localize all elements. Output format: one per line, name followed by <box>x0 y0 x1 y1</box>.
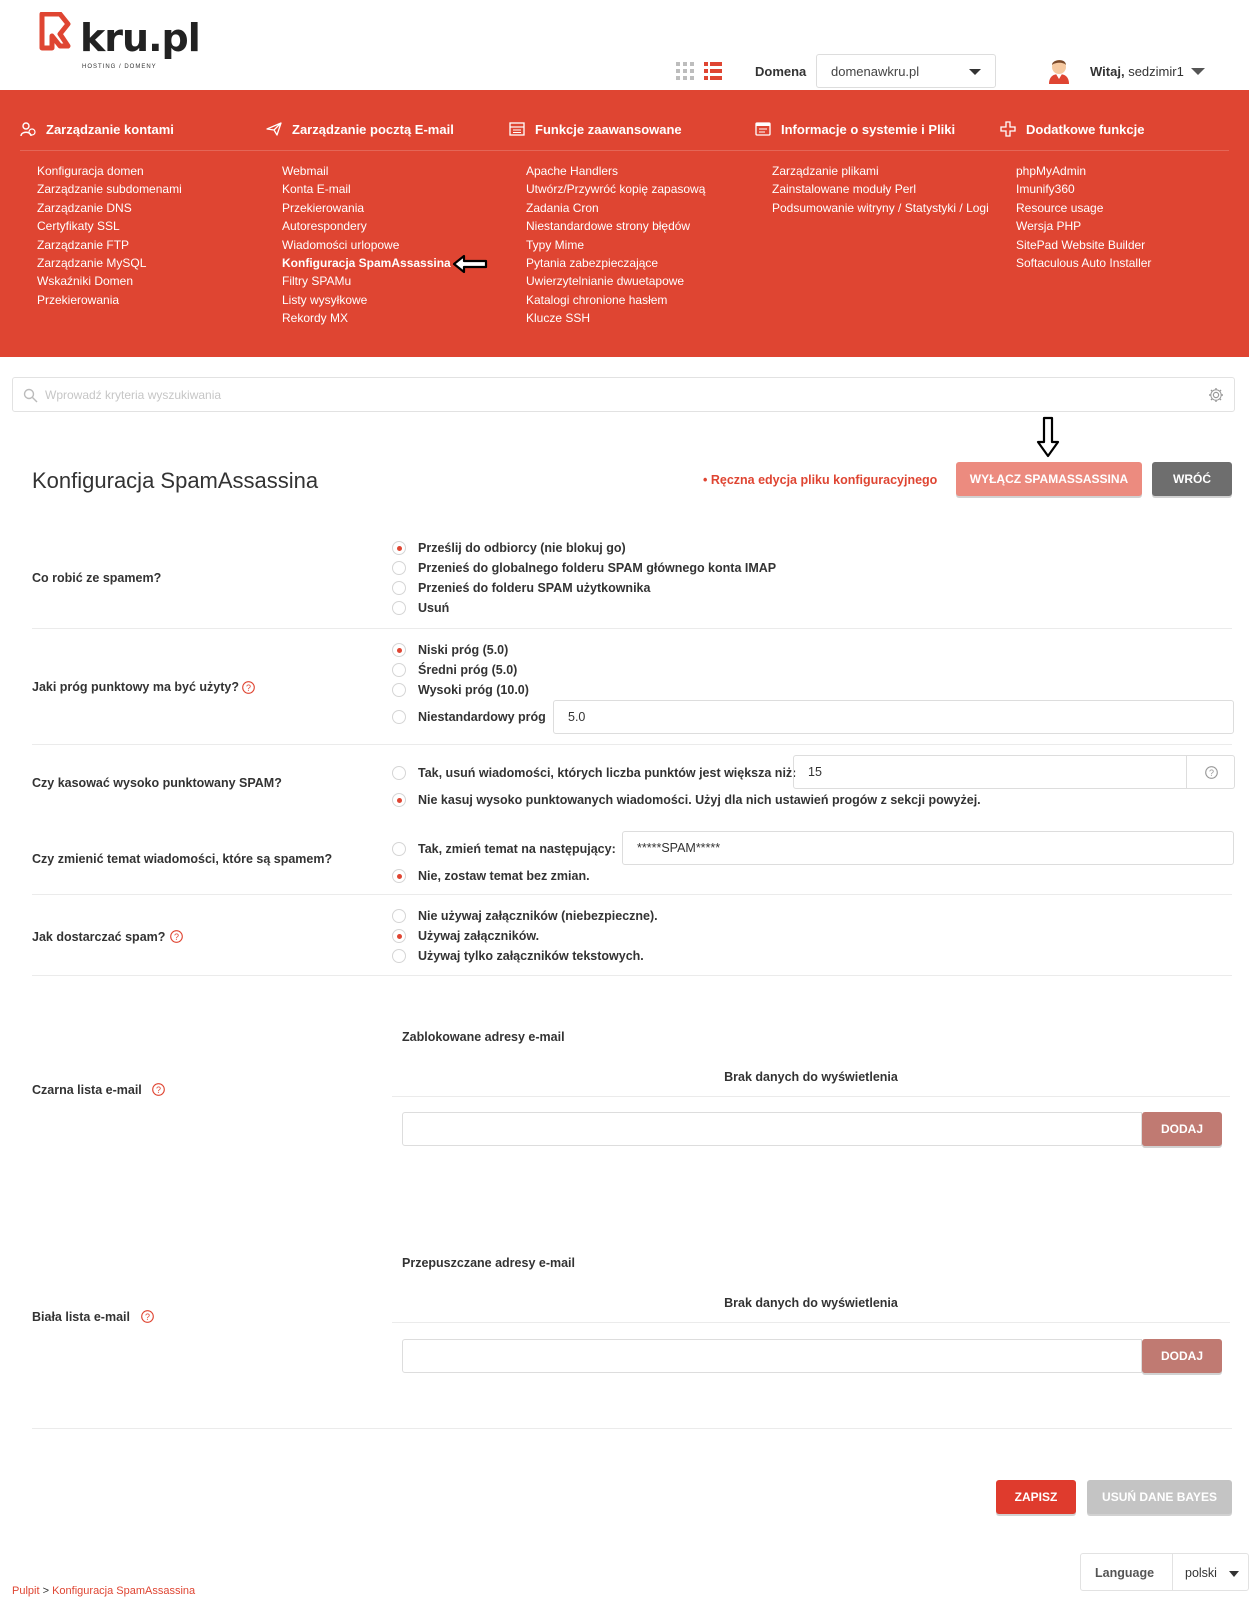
subject-tag-input[interactable]: *****SPAM***** <box>622 831 1234 865</box>
section-divider <box>32 975 1232 976</box>
blacklist-empty-message: Brak danych do wyświetlenia <box>724 1070 898 1084</box>
back-button[interactable]: WRÓĆ <box>1152 462 1232 496</box>
menu-item-przekierowania[interactable]: Przekierowania <box>37 292 120 307</box>
language-divider <box>1172 1554 1173 1590</box>
section-divider <box>32 628 1232 629</box>
whitelist-empty-message: Brak danych do wyświetlenia <box>724 1296 898 1310</box>
custom-threshold-input[interactable]: 5.0 <box>553 700 1234 734</box>
menu-item-konfiguracja-domen[interactable]: Konfiguracja domen <box>37 164 144 178</box>
menu-item-ftp[interactable]: Zarządzanie FTP <box>37 237 130 252</box>
subject-label: Czy zmienić temat wiadomości, które są spamem? <box>32 852 333 866</box>
avatar[interactable] <box>1046 56 1072 84</box>
breadcrumb-separator: > <box>42 1585 50 1597</box>
menu-item-filtry-spamu[interactable]: Filtry SPAMu <box>282 274 352 289</box>
blacklist-title: Zablokowane adresy e-mail <box>402 1030 565 1044</box>
menu-item-mysql[interactable]: Zarządzanie MySQL <box>37 255 147 270</box>
blacklist-label: Czarna lista e-mail <box>32 1083 142 1097</box>
list-divider <box>392 1322 1230 1323</box>
domain-select-value: domenawkru.pl <box>831 64 920 79</box>
users-icon <box>20 121 36 137</box>
radio-selected[interactable] <box>392 869 406 883</box>
menu-item-katalogi-chronione[interactable]: Katalogi chronione hasłem <box>526 292 668 307</box>
whitelist-add-button[interactable]: DODAJ <box>1142 1339 1222 1373</box>
threshold-label: Jaki próg punktowy ma być użyty? <box>32 680 239 694</box>
whitelist-title: Przepuszczane adresy e-mail <box>402 1256 575 1270</box>
manual-config-edit-link[interactable]: • Ręczna edycja pliku konfiguracyjnego <box>703 473 938 487</box>
high-score-value-input[interactable]: 15 <box>793 755 1187 789</box>
help-icon[interactable] <box>141 1310 154 1323</box>
help-icon[interactable] <box>170 930 183 943</box>
menu-item-imunify360[interactable]: Imunify360 <box>1016 182 1075 197</box>
menu-item-pytania-zabezpieczajace[interactable]: Pytania zabezpieczające <box>526 255 659 270</box>
menu-item-resource-usage[interactable]: Resource usage <box>1016 200 1104 215</box>
help-icon[interactable] <box>242 681 255 694</box>
welcome-prefix: Witaj, <box>1090 64 1125 79</box>
search-icon <box>23 388 38 403</box>
chevron-down-icon <box>969 69 981 75</box>
arrow-down-icon <box>1036 416 1060 458</box>
radio[interactable] <box>392 949 406 963</box>
spam-action-label: Co robić ze spamem? <box>32 571 162 585</box>
system-info-icon <box>755 121 771 137</box>
paper-plane-icon <box>266 121 282 137</box>
radio-selected[interactable] <box>392 541 406 555</box>
menu-item-wskazniki[interactable]: Wskaźniki Domen <box>37 274 134 289</box>
menu-item-softaculous[interactable]: Softaculous Auto Installer <box>1016 255 1152 270</box>
brand-tagline: HOSTING / DOMENY <box>82 64 157 70</box>
radio[interactable] <box>392 766 406 780</box>
menu-item-listy-wysylkowe[interactable]: Listy wysyłkowe <box>282 292 368 307</box>
radio[interactable] <box>392 683 406 697</box>
menu-item-podsumowanie-witryny[interactable]: Podsumowanie witryny / Statystyki / Logi <box>772 200 989 215</box>
menu-list-email <box>282 162 451 328</box>
menu-item-dns[interactable]: Zarządzanie DNS <box>37 200 132 215</box>
page-title: Konfiguracja SpamAssassina <box>32 468 319 493</box>
language-selector[interactable] <box>1080 1553 1249 1591</box>
menu-item-moduly-perl[interactable]: Zainstalowane moduły Perl <box>772 182 917 197</box>
save-button[interactable]: ZAPISZ <box>996 1480 1076 1514</box>
menu-list-extras <box>1016 162 1151 272</box>
delivery-label: Jak dostarczać spam? <box>32 930 166 944</box>
arrow-left-icon <box>452 254 488 274</box>
svg-text:?: ? <box>1208 768 1215 778</box>
menu-item-spamassassin[interactable]: Konfiguracja SpamAssassina <box>282 255 451 270</box>
clear-bayes-button[interactable]: USUŃ DANE BAYES <box>1087 1480 1232 1514</box>
menu-item-wersja-php[interactable]: Wersja PHP <box>1016 219 1082 234</box>
radio[interactable] <box>392 842 406 856</box>
whitelist-label: Biała lista e-mail <box>32 1310 130 1324</box>
high-score-help-addon <box>1187 755 1235 789</box>
section-divider <box>32 1428 1232 1429</box>
svg-text:?: ? <box>245 683 252 693</box>
search-bar[interactable] <box>12 377 1235 412</box>
svg-text:?: ? <box>173 932 180 942</box>
brand-name: kru.pl <box>80 16 200 60</box>
svg-text:?: ? <box>155 1085 162 1095</box>
menu-item-zadania-cron[interactable]: Zadania Cron <box>526 200 599 215</box>
blacklist-add-button[interactable]: DODAJ <box>1142 1112 1222 1146</box>
gear-icon[interactable] <box>1208 387 1224 403</box>
breadcrumb <box>12 1585 195 1597</box>
menu-item-konta-email[interactable]: Konta E-mail <box>282 182 351 197</box>
menu-list-advanced <box>526 162 705 328</box>
menu-list-accounts <box>37 162 182 309</box>
radio[interactable] <box>392 909 406 923</box>
blacklist-email-input[interactable] <box>402 1112 1142 1146</box>
radio[interactable] <box>392 561 406 575</box>
brand-logo[interactable] <box>38 10 200 75</box>
menu-item-apache-handlers[interactable]: Apache Handlers <box>526 164 619 178</box>
advanced-icon <box>509 121 525 137</box>
menu-item-wiadomosci-urlopowe[interactable]: Wiadomości urlopowe <box>282 237 400 252</box>
grid-view-icon[interactable] <box>676 62 694 80</box>
menu-item-subdomeny[interactable]: Zarządzanie subdomenami <box>37 182 182 197</box>
username: sedzimir1 <box>1128 64 1184 79</box>
menu-divider <box>20 150 1229 151</box>
disable-spamassassin-button[interactable]: WYŁĄCZ SPAMASSASSINA <box>956 462 1142 496</box>
breadcrumb-current[interactable]: Konfiguracja SpamAssassina <box>52 1585 196 1597</box>
menu-item-zarzadzanie-plikami[interactable]: Zarządzanie plikami <box>772 164 879 178</box>
radio[interactable] <box>392 710 406 724</box>
menu-item-strony-bledow[interactable]: Niestandardowe strony błędów <box>526 219 691 234</box>
logo-mark-icon <box>38 12 78 52</box>
plus-icon <box>1000 121 1016 137</box>
language-value: polski <box>1185 1566 1217 1580</box>
welcome-text[interactable] <box>1090 64 1184 79</box>
menu-item-klucze-ssh[interactable]: Klucze SSH <box>526 311 591 326</box>
search-input[interactable] <box>45 384 1185 406</box>
language-label: Language <box>1095 1566 1155 1580</box>
list-view-icon[interactable] <box>704 62 722 80</box>
radio[interactable] <box>392 581 406 595</box>
menu-item-autorespondery[interactable]: Autorespondery <box>282 219 367 234</box>
svg-text:?: ? <box>144 1312 151 1322</box>
breadcrumb-root-link[interactable]: Pulpit <box>12 1585 40 1597</box>
menu-item-ssl[interactable]: Certyfikaty SSL <box>37 219 120 234</box>
radio-selected[interactable] <box>392 793 406 807</box>
domain-select[interactable] <box>816 54 996 88</box>
list-divider <box>392 1096 1230 1097</box>
radio-selected[interactable] <box>392 929 406 943</box>
menu-item-webmail[interactable]: Webmail <box>282 164 329 178</box>
section-divider <box>32 744 1232 745</box>
domain-label: Domena <box>755 64 807 79</box>
radio[interactable] <box>392 663 406 677</box>
radio-selected[interactable] <box>392 643 406 657</box>
menu-item-rekordy-mx[interactable]: Rekordy MX <box>282 311 349 326</box>
menu-item-przekierowania-email[interactable]: Przekierowania <box>282 200 365 215</box>
menu-item-uwierzytelnianie[interactable]: Uwierzytelnianie dwuetapowe <box>526 274 685 289</box>
top-header <box>0 0 1249 90</box>
radio[interactable] <box>392 601 406 615</box>
chevron-down-icon <box>1229 1571 1239 1577</box>
menu-item-sitepad[interactable]: SitePad Website Builder <box>1016 237 1146 252</box>
whitelist-email-input[interactable] <box>402 1339 1142 1373</box>
menu-item-kopia-zapasowa[interactable]: Utwórz/Przywróć kopię zapasową <box>526 182 706 197</box>
section-divider <box>32 894 1232 895</box>
user-menu-chevron-icon[interactable] <box>1191 68 1205 75</box>
high-score-label: Czy kasować wysoko punktowany SPAM? <box>32 776 282 790</box>
help-icon[interactable] <box>1205 766 1218 779</box>
help-icon[interactable] <box>152 1083 165 1096</box>
menu-item-phpmyadmin[interactable]: phpMyAdmin <box>1016 164 1087 178</box>
menu-list-system <box>772 162 989 217</box>
menu-item-typy-mime[interactable]: Typy Mime <box>526 237 585 252</box>
main-menu: Zarządzanie kontami Konfiguracja domen Zarządzanie subdomenami Zarządzanie DNS Certyfikaty SSL Zarządzanie FTP Zarządzanie MySQL Wskaźniki Domen Przekierowania Zarządzanie pocztą E-mail Webmail Konta E-mail Przekierowania Autorespondery Wiadomości urlopowe Konfiguracja SpamAssassina Filtry SPAMu Listy wysyłkowe Rekordy MX Funkcje zaawansowane Apache Handlers Utwórz/Przywróć kopię zapasową Zadania Cron Niestandardowe strony błędów Typy Mime Pytania zabezpieczające Uwierzytelnianie dwuetapowe Katalogi chronione hasłem Klucze SSH Informacje o systemie i Pliki Zarządzanie plikami Zainstalowane moduły Perl Podsumowanie witryny / Statystyki / Logi Dodatkowe funkcje phpMyAdmin Imunify360 Resource usage Wersja PHP SitePad Website Builder Softaculous Auto Installer <box>0 90 1249 357</box>
